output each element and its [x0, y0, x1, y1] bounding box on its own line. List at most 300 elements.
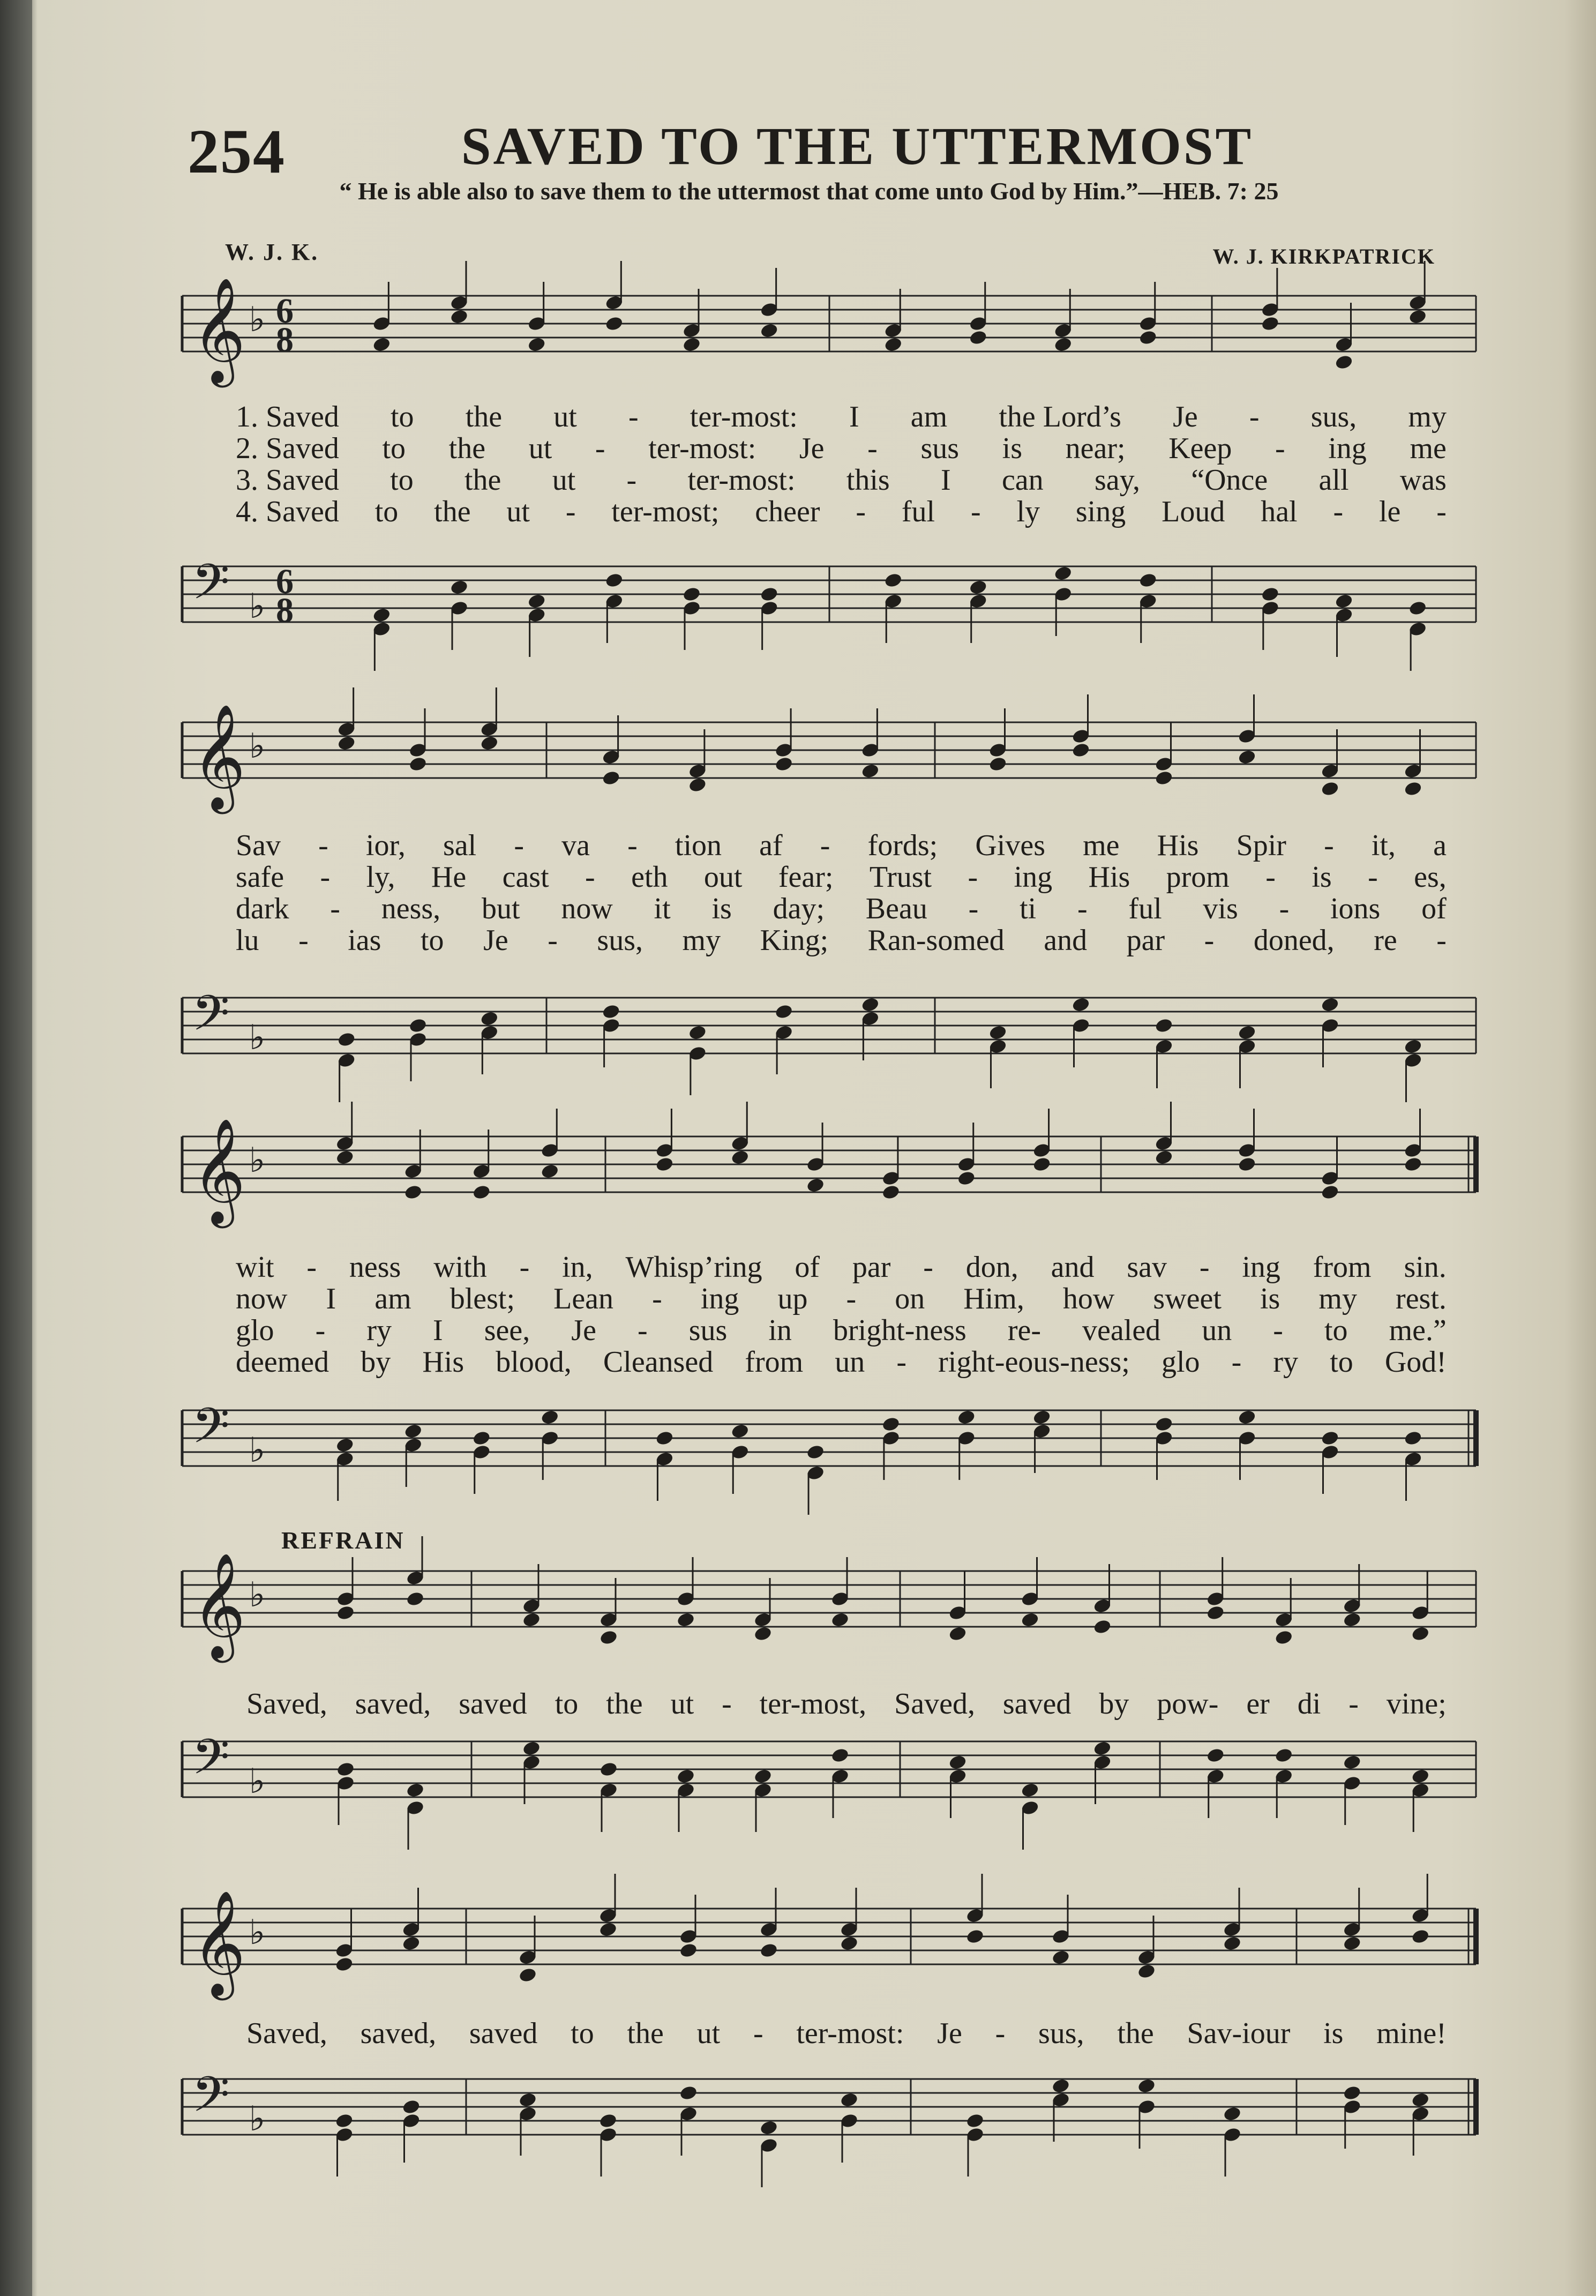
- notehead: [753, 1626, 773, 1642]
- lyric-syllable: -: [968, 861, 978, 894]
- notehead: [1206, 1605, 1225, 1621]
- flat-key-signature-icon: ♭: [249, 1018, 266, 1058]
- notehead: [1155, 1149, 1174, 1166]
- lyric-syllable: Spir: [1236, 829, 1286, 862]
- lyric-syllable: -: [565, 495, 576, 528]
- lyric-syllable: -: [330, 892, 340, 925]
- lyric-line: [246, 2017, 1447, 2050]
- lyric-syllable: -: [1265, 861, 1276, 894]
- lyric-syllable: -: [318, 829, 328, 862]
- notehead: [1238, 1024, 1257, 1041]
- lyric-syllable: 3. Saved: [236, 463, 339, 497]
- notehead: [1321, 1430, 1340, 1447]
- lyric-syllable: Trust: [869, 861, 932, 894]
- notehead: [408, 1018, 428, 1034]
- lyric-syllable: the: [627, 2017, 664, 2050]
- notehead: [527, 336, 546, 353]
- lyric-syllable: -: [548, 924, 558, 957]
- notehead: [1093, 1619, 1112, 1635]
- notehead: [881, 1416, 901, 1433]
- lyric-syllable: ior,: [365, 829, 406, 862]
- lyric-syllable: sing: [1075, 495, 1126, 528]
- lyric-syllable: saved: [469, 2017, 538, 2050]
- notehead: [1274, 1747, 1293, 1764]
- notehead: [1223, 1935, 1242, 1952]
- lyric-syllable: -: [652, 1282, 662, 1315]
- lyric-syllable: and: [1044, 924, 1088, 957]
- notehead: [883, 572, 903, 589]
- notehead: [688, 1024, 707, 1041]
- lyric-syllable: to: [571, 2017, 594, 2050]
- notehead: [861, 763, 880, 780]
- lyric-syllable: ter-most,: [759, 1687, 867, 1721]
- lyric-syllable: I: [433, 1314, 443, 1347]
- notehead: [688, 777, 707, 794]
- lyric-syllable: am: [910, 400, 948, 433]
- lyric-syllable: er: [1246, 1687, 1270, 1721]
- lyric-syllable: -: [1249, 400, 1260, 433]
- notehead: [655, 1156, 675, 1173]
- lyric-syllable: eth: [631, 861, 668, 894]
- lyric-syllable: -: [627, 829, 638, 862]
- lyric-syllable: -: [626, 463, 637, 497]
- lyric-syllable: -: [519, 1251, 530, 1284]
- lyric-syllable: Beau: [865, 892, 927, 925]
- notehead: [527, 593, 546, 610]
- lyric-syllable: lu: [236, 924, 259, 957]
- lyric-syllable: -: [1273, 1314, 1283, 1347]
- lyric-syllable: par: [1126, 924, 1165, 957]
- flat-key-signature-icon: ♭: [249, 727, 266, 766]
- notehead: [406, 1591, 425, 1607]
- lyric-syllable: 4. Saved: [236, 495, 339, 528]
- notehead: [760, 323, 779, 339]
- lyric-line: [236, 829, 1447, 862]
- lyric-syllable: ias: [348, 924, 381, 957]
- flat-key-signature-icon: ♭: [249, 1575, 266, 1615]
- lyric-syllable: can: [1001, 463, 1044, 497]
- lyric-syllable: was: [1399, 463, 1447, 497]
- lyric-syllable: hal: [1261, 495, 1298, 528]
- lyric-syllable: ut: [506, 495, 530, 528]
- notehead: [1343, 1612, 1362, 1628]
- notehead: [679, 1942, 698, 1959]
- lyric-syllable: of: [1421, 892, 1447, 925]
- notehead: [1051, 1949, 1070, 1966]
- lyric-syllable: -: [820, 829, 830, 862]
- lyric-syllable: glo: [236, 1314, 274, 1347]
- lyric-syllable: -: [896, 1345, 907, 1379]
- treble-clef-icon: 𝄞: [192, 1552, 246, 1658]
- notehead: [1335, 354, 1354, 371]
- lyric-syllable: with: [433, 1251, 487, 1284]
- lyric-syllable: sus: [920, 432, 960, 465]
- lyric-syllable: by: [361, 1345, 391, 1379]
- lyric-syllable: saved: [459, 1687, 527, 1721]
- lyric-syllable: Sav: [236, 829, 281, 862]
- lyric-syllable: of: [795, 1251, 820, 1284]
- lyric-syllable: to: [555, 1687, 579, 1721]
- lyric-syllable: it,: [1371, 829, 1396, 862]
- lyric-syllable: Him,: [963, 1282, 1024, 1315]
- lyric-syllable: Je: [799, 432, 825, 465]
- flat-key-signature-icon: ♭: [249, 1431, 266, 1470]
- lyric-syllable: -: [753, 2017, 763, 2050]
- notehead: [1238, 1409, 1257, 1426]
- lyric-syllable: ness,: [381, 892, 441, 925]
- notehead: [1404, 1038, 1423, 1055]
- lyric-syllable: me.”: [1389, 1314, 1447, 1347]
- lyric-syllable: is: [1260, 1282, 1280, 1315]
- lyric-syllable: is: [1312, 861, 1332, 894]
- notehead: [602, 1004, 621, 1020]
- notehead: [1404, 781, 1423, 797]
- lyric-syllable: ut: [696, 2017, 721, 2050]
- notehead: [948, 1626, 968, 1642]
- lyric-syllable: -: [1231, 1345, 1242, 1379]
- lyric-syllable: cast: [502, 861, 549, 894]
- lyric-syllable: Saved,: [246, 1687, 327, 1721]
- flat-key-signature-icon: ♭: [249, 1762, 266, 1801]
- notehead: [760, 586, 779, 603]
- notehead: [335, 1149, 355, 1166]
- notehead: [988, 1024, 1008, 1041]
- lyric-syllable: see,: [484, 1314, 530, 1347]
- notehead: [604, 316, 624, 332]
- notehead: [840, 2092, 859, 2108]
- lyric-syllable: He: [431, 861, 467, 894]
- notehead: [806, 1444, 825, 1461]
- lyric-syllable: ing: [1014, 861, 1053, 894]
- lyric-syllable: ions: [1330, 892, 1381, 925]
- time-signature-bottom: 8: [276, 591, 294, 630]
- lyric-syllable: -: [722, 1687, 732, 1721]
- lyric-line: [236, 924, 1447, 956]
- notehead: [337, 735, 356, 752]
- lyric-syllable: -: [298, 924, 309, 957]
- notehead: [336, 1761, 355, 1778]
- lyric-syllable: by: [1099, 1687, 1129, 1721]
- lyric-syllable: Saved,: [246, 2017, 327, 2050]
- lyric-syllable: don,: [965, 1251, 1018, 1284]
- notehead: [1343, 2085, 1362, 2101]
- lyric-syllable: to: [391, 400, 414, 433]
- lyric-syllable: -: [1204, 924, 1215, 957]
- lyric-syllable: to: [390, 463, 414, 497]
- notehead: [540, 1163, 559, 1180]
- lyric-syllable: tion: [675, 829, 722, 862]
- lyric-syllable: ing: [1328, 432, 1367, 465]
- lyric-syllable: le: [1378, 495, 1401, 528]
- lyric-syllable: blood,: [496, 1345, 572, 1379]
- notehead: [806, 1177, 825, 1194]
- notehead: [335, 1956, 354, 1973]
- notehead: [599, 1629, 618, 1646]
- notehead: [759, 2120, 778, 2136]
- lyric-syllable: vine;: [1386, 1687, 1447, 1721]
- refrain-label: REFRAIN: [281, 1527, 405, 1554]
- notehead: [1404, 1156, 1423, 1173]
- time-signature-bottom: 8: [276, 320, 294, 360]
- lyric-syllable: the: [434, 495, 471, 528]
- lyric-syllable: -: [1348, 1687, 1359, 1721]
- lyric-syllable: -: [315, 1314, 326, 1347]
- lyric-line: [236, 464, 1447, 496]
- notehead: [759, 1942, 778, 1959]
- lyric-syllable: but: [481, 892, 520, 925]
- lyric-syllable: to: [382, 432, 406, 465]
- treble-clef-icon: 𝄞: [192, 1890, 246, 1996]
- lyric-syllable: rest.: [1396, 1282, 1447, 1315]
- lyric-syllable: -: [856, 495, 866, 528]
- notehead: [774, 756, 793, 773]
- lyric-line: [236, 432, 1447, 465]
- notehead: [1206, 1747, 1225, 1764]
- lyric-syllable: -: [867, 432, 878, 465]
- lyric-syllable: “Once: [1191, 463, 1268, 497]
- lyric-syllable: I: [849, 400, 859, 433]
- bass-clef-icon: 𝄢: [192, 1397, 230, 1466]
- notehead: [682, 336, 701, 353]
- lyric-syllable: -: [1324, 829, 1334, 862]
- notehead: [1223, 2106, 1242, 2122]
- lyric-syllable: -: [595, 432, 605, 465]
- lyric-syllable: the Lord’s: [999, 400, 1121, 433]
- lyric-syllable: Saved,: [894, 1687, 975, 1721]
- composer-credit: W. J. KIRKPATRICK: [1212, 244, 1435, 268]
- lyric-syllable: day;: [773, 892, 825, 925]
- notehead: [1072, 742, 1091, 759]
- notehead: [1343, 1754, 1362, 1771]
- notehead: [402, 2099, 421, 2115]
- lyric-syllable: -: [1436, 924, 1447, 957]
- notehead: [1411, 1626, 1430, 1642]
- lyric-syllable: Loud: [1162, 495, 1225, 528]
- lyric-syllable: -: [1436, 495, 1447, 528]
- lyric-syllable: ter-most:: [687, 463, 796, 497]
- lyric-syllable: ut: [670, 1687, 694, 1721]
- lyric-syllable: es,: [1414, 861, 1447, 894]
- notehead: [1261, 316, 1280, 332]
- notehead: [957, 1409, 976, 1426]
- lyric-syllable: to: [374, 495, 399, 528]
- lyric-syllable: my: [1408, 400, 1447, 433]
- lyric-syllable: is: [1002, 432, 1023, 465]
- lyric-syllable: ut: [552, 463, 576, 497]
- lyric-syllable: -: [1333, 495, 1344, 528]
- lyric-syllable: vealed: [1082, 1314, 1161, 1347]
- time-signature-top: 6: [276, 562, 294, 601]
- lyric-syllable: is: [711, 892, 732, 925]
- lyric-syllable: right-eous-ness;: [938, 1345, 1130, 1379]
- lyric-syllable: now: [236, 1282, 288, 1315]
- notehead: [1411, 1928, 1430, 1945]
- lyric-line: [236, 496, 1447, 528]
- lyric-syllable: His: [422, 1345, 464, 1379]
- lyric-syllable: this: [846, 463, 890, 497]
- notehead: [969, 330, 988, 346]
- lyric-syllable: ter-most:: [796, 2017, 904, 2050]
- notehead: [840, 1935, 859, 1952]
- notehead: [1072, 997, 1091, 1013]
- lyric-syllable: King;: [760, 924, 829, 957]
- notehead: [1155, 1018, 1174, 1034]
- notehead: [408, 756, 428, 773]
- lyric-syllable: how: [1062, 1282, 1115, 1315]
- notehead: [883, 336, 903, 353]
- bass-clef-icon: 𝄢: [192, 1729, 230, 1797]
- notehead: [1138, 330, 1158, 346]
- notehead: [335, 1437, 355, 1454]
- notehead: [1411, 1768, 1430, 1785]
- lyric-syllable: His: [1157, 829, 1199, 862]
- lyric-syllable: ut: [528, 432, 552, 465]
- notehead: [988, 756, 1008, 773]
- notehead: [1335, 593, 1354, 610]
- lyric-syllable: re: [1374, 924, 1397, 957]
- lyricist-credit: W. J. K.: [225, 239, 319, 265]
- lyric-syllable: sus: [688, 1314, 728, 1347]
- lyric-syllable: -: [970, 495, 981, 528]
- lyric-syllable: God!: [1384, 1345, 1447, 1379]
- notehead: [372, 336, 391, 353]
- lyric-syllable: and: [1051, 1251, 1095, 1284]
- lyric-syllable: va: [561, 829, 590, 862]
- lyric-syllable: 2. Saved: [236, 432, 339, 465]
- notehead: [372, 607, 391, 624]
- notehead: [598, 1921, 618, 1938]
- notehead: [830, 1612, 850, 1628]
- notehead: [730, 1149, 750, 1166]
- notehead: [1093, 1740, 1112, 1757]
- notehead: [406, 1782, 425, 1799]
- lyric-syllable: sweet: [1153, 1282, 1222, 1315]
- lyric-syllable: -: [846, 1282, 857, 1315]
- lyric-syllable: ti: [1020, 892, 1037, 925]
- notehead: [1261, 586, 1280, 603]
- lyric-syllable: pow-: [1157, 1687, 1219, 1721]
- notehead: [1343, 1935, 1362, 1952]
- lyric-syllable: His: [1088, 861, 1130, 894]
- lyric-syllable: saved,: [355, 1687, 431, 1721]
- lyric-syllable: ut: [553, 400, 577, 433]
- notehead: [449, 579, 469, 596]
- lyric-syllable: sav: [1127, 1251, 1167, 1284]
- lyric-syllable: my: [1318, 1282, 1357, 1315]
- lyric-syllable: vis: [1203, 892, 1238, 925]
- flat-key-signature-icon: ♭: [249, 300, 266, 340]
- lyric-syllable: Je: [483, 924, 508, 957]
- lyric-syllable: -: [1199, 1251, 1210, 1284]
- lyric-syllable: -: [628, 400, 639, 433]
- lyric-syllable: -: [1077, 892, 1088, 925]
- lyric-syllable: sus,: [1310, 400, 1357, 433]
- scripture-reference: “ He is able also to save them to the uttermost that come unto God by Him.”—HEB. 7: 25: [339, 177, 1279, 205]
- lyric-syllable: -: [1368, 861, 1378, 894]
- notehead: [403, 1423, 423, 1440]
- lyric-syllable: Ran-somed: [867, 924, 1005, 957]
- lyric-line: [236, 1251, 1447, 1283]
- lyric-syllable: from: [745, 1345, 804, 1379]
- notehead: [540, 1409, 559, 1426]
- notehead: [1032, 1156, 1052, 1173]
- lyric-syllable: wit: [236, 1251, 274, 1284]
- lyric-syllable: af: [759, 829, 783, 862]
- lyric-syllable: ness: [349, 1251, 401, 1284]
- lyric-syllable: ing: [1242, 1251, 1280, 1284]
- bass-clef-icon: 𝄢: [192, 985, 230, 1053]
- lyric-syllable: Je: [937, 2017, 962, 2050]
- lyric-syllable: ter-most:: [648, 432, 756, 465]
- notehead: [1051, 2078, 1070, 2095]
- lyric-syllable: all: [1318, 463, 1349, 497]
- notehead: [522, 1740, 541, 1757]
- lyric-syllable: in: [768, 1314, 792, 1347]
- lyric-syllable: -: [968, 892, 979, 925]
- notehead: [604, 572, 624, 589]
- lyric-syllable: ry: [1273, 1345, 1299, 1379]
- lyric-syllable: prom: [1166, 861, 1230, 894]
- notehead: [1155, 1416, 1174, 1433]
- lyric-syllable: sus,: [1038, 2017, 1084, 2050]
- lyric-syllable: -: [637, 1314, 648, 1347]
- notehead: [1053, 565, 1073, 582]
- notehead: [957, 1170, 976, 1187]
- flat-key-signature-icon: ♭: [249, 587, 266, 626]
- notehead: [1238, 1156, 1257, 1173]
- lyric-syllable: the: [465, 400, 503, 433]
- time-signature-top: 6: [276, 291, 294, 331]
- lyric-syllable: on: [895, 1282, 925, 1315]
- lyric-syllable: now: [561, 892, 613, 925]
- notehead: [479, 1011, 499, 1027]
- notehead: [881, 1184, 901, 1201]
- treble-clef-icon: 𝄞: [192, 704, 246, 810]
- notehead: [472, 1184, 491, 1201]
- lyric-syllable: blest;: [449, 1282, 515, 1315]
- lyric-syllable: -: [1275, 432, 1285, 465]
- notehead: [679, 2085, 698, 2101]
- lyric-syllable: Je: [1173, 400, 1198, 433]
- lyric-syllable: ry: [366, 1314, 392, 1347]
- notehead: [479, 735, 499, 752]
- notehead: [472, 1430, 491, 1447]
- hymn-title: SAVED TO THE UTTERMOST: [461, 116, 1254, 176]
- lyric-line: [236, 1314, 1447, 1347]
- lyric-line: [236, 861, 1447, 893]
- notehead: [830, 1747, 850, 1764]
- lyric-syllable: -: [320, 861, 331, 894]
- lyric-syllable: me: [1410, 432, 1447, 465]
- lyric-syllable: out: [703, 861, 743, 894]
- notehead: [1411, 2092, 1430, 2108]
- notehead: [1137, 2078, 1156, 2095]
- lyric-syllable: -: [306, 1251, 317, 1284]
- lyric-syllable: am: [374, 1282, 411, 1315]
- lyric-syllable: fear;: [778, 861, 834, 894]
- notehead: [602, 770, 621, 787]
- notehead: [1408, 309, 1427, 325]
- lyric-syllable: glo: [1161, 1345, 1200, 1379]
- notehead: [336, 1605, 355, 1621]
- notehead: [1321, 781, 1340, 797]
- lyric-syllable: it: [654, 892, 671, 925]
- lyric-syllable: Lean: [553, 1282, 614, 1315]
- lyric-syllable: par: [852, 1251, 891, 1284]
- notehead: [522, 1612, 541, 1628]
- lyric-syllable: saved: [1002, 1687, 1072, 1721]
- flat-key-signature-icon: ♭: [249, 1141, 266, 1180]
